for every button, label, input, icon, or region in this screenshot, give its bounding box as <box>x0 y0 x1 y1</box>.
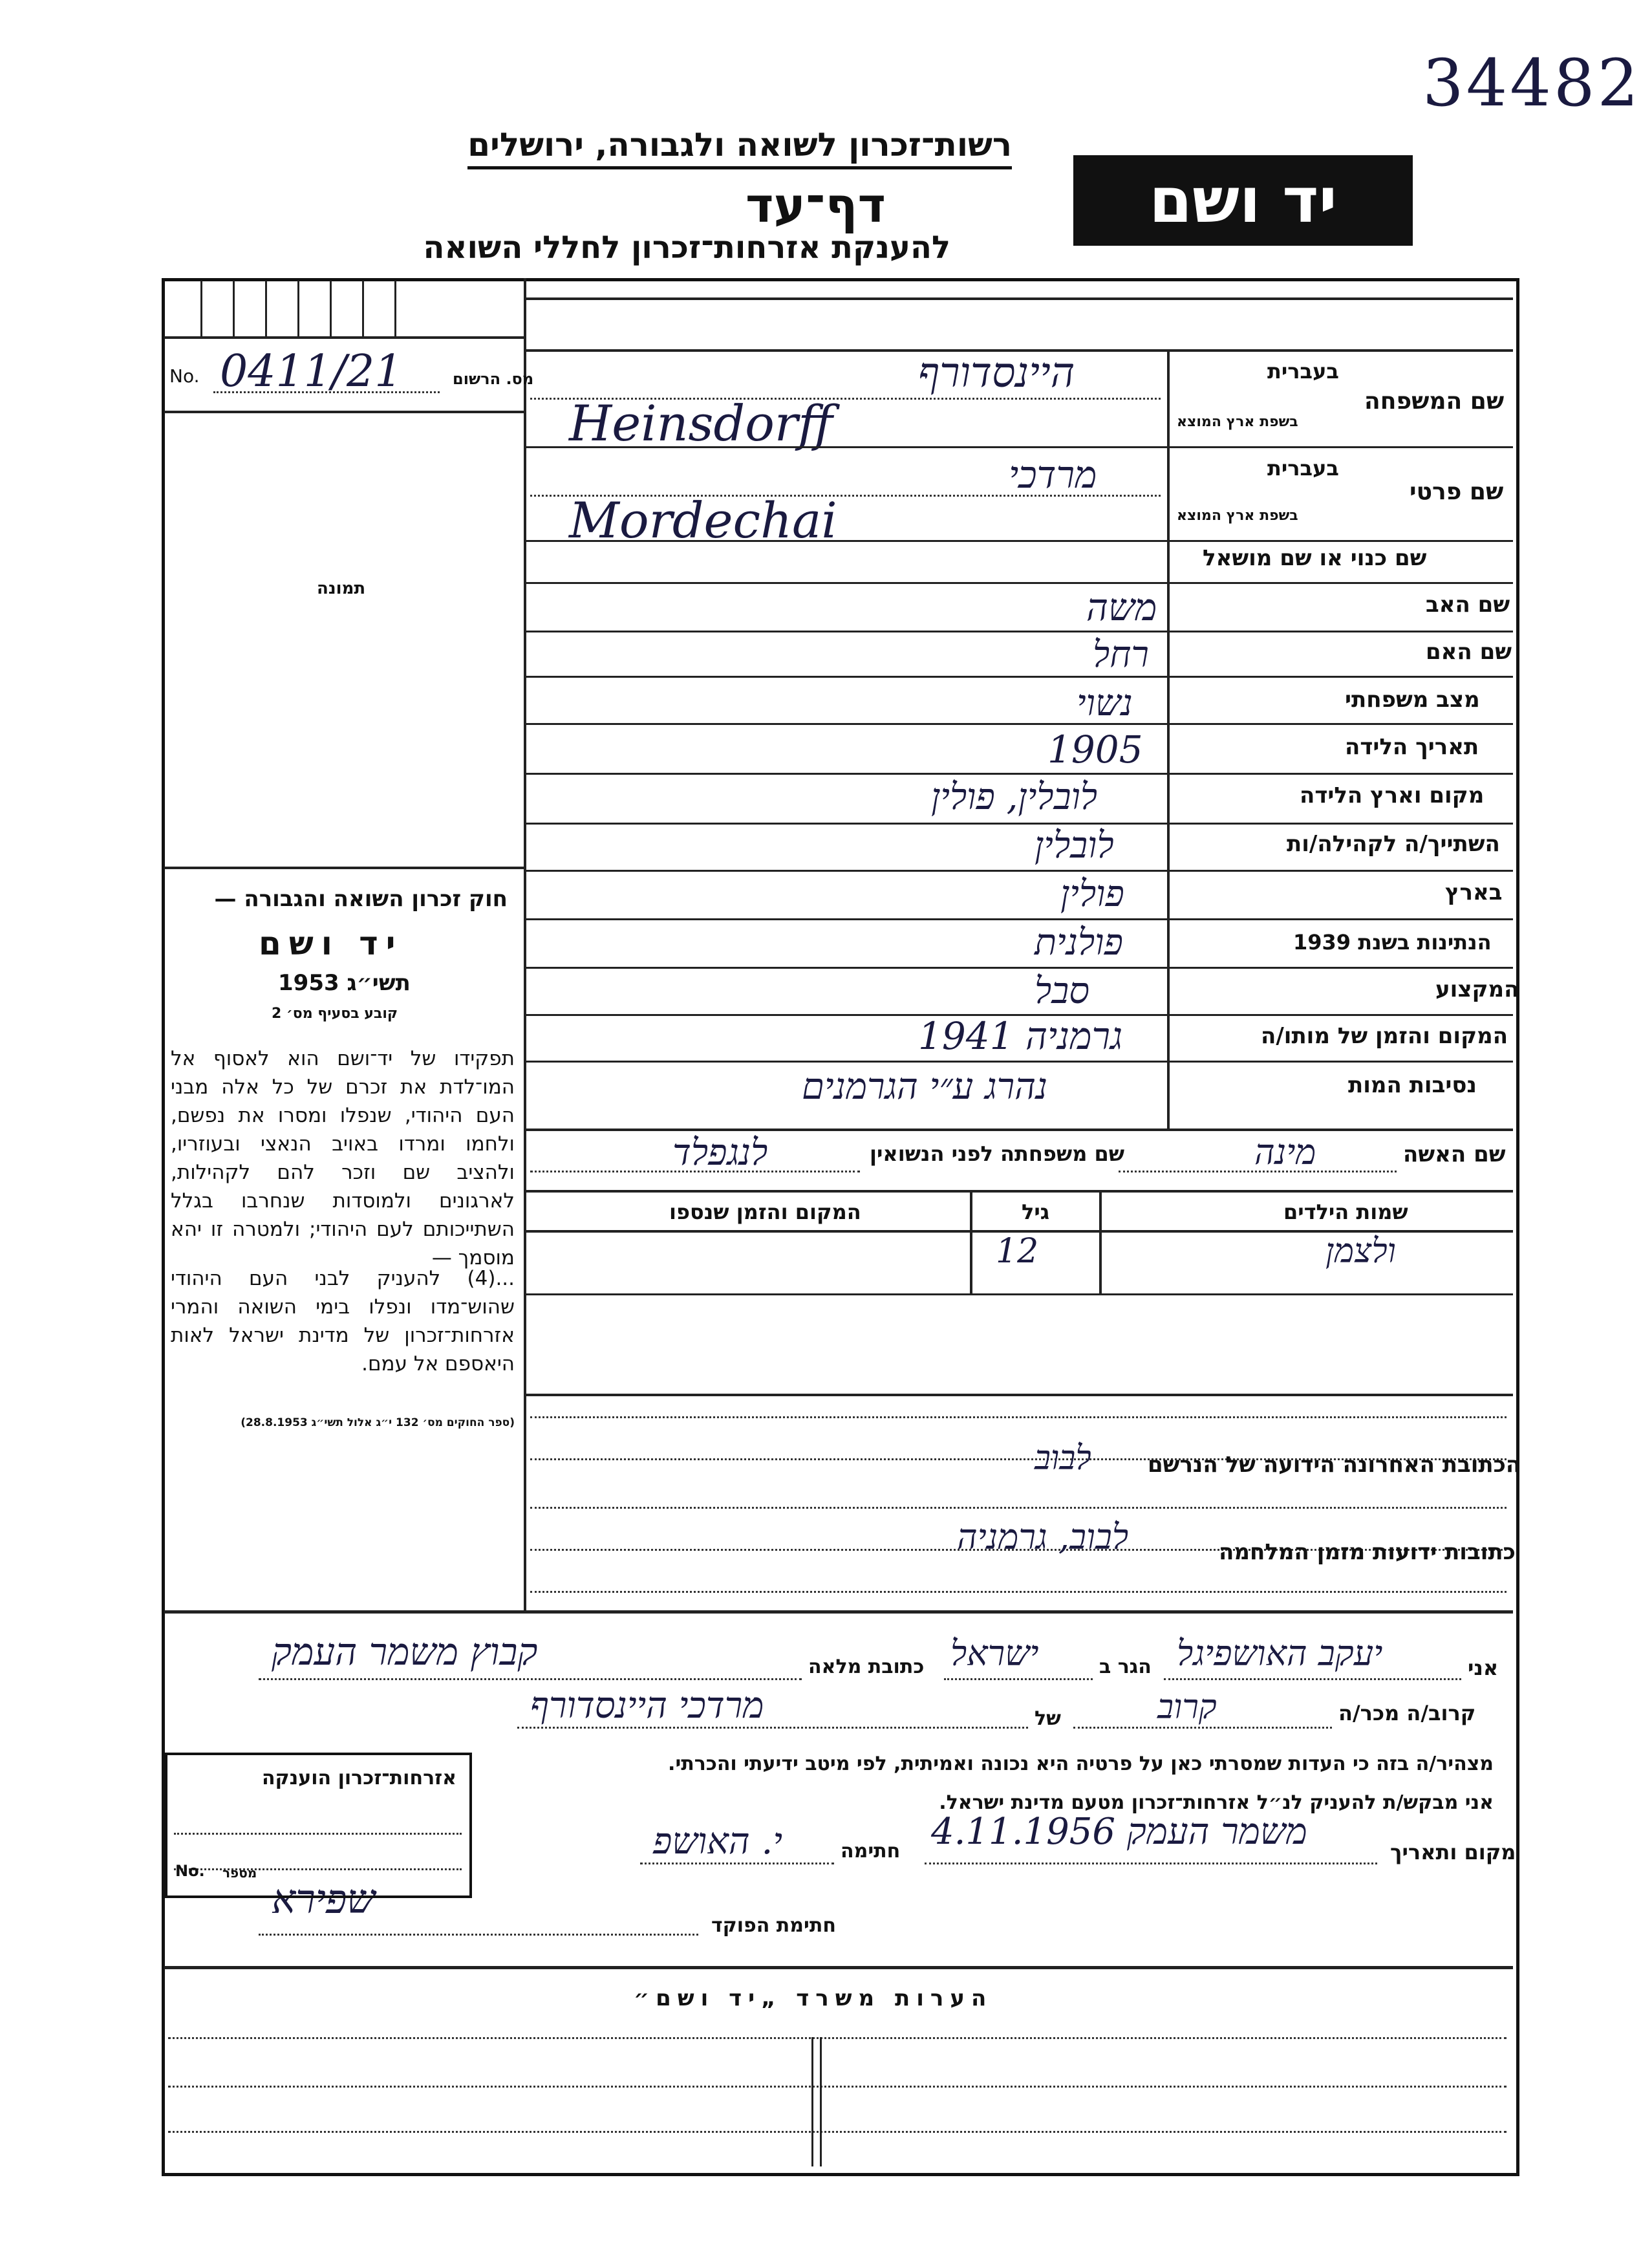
signature-label: חתימה <box>841 1840 901 1863</box>
form-title: דף־עד <box>745 178 886 233</box>
death-label: המקום והזמן של מותו/ה <box>1261 1023 1508 1049</box>
birth-place-label: מקום וארץ הלידה <box>1300 783 1485 808</box>
residing-value: ישראל <box>950 1633 1039 1674</box>
family-name-hebrew-value: היינסדורף <box>918 349 1075 397</box>
marital-label: מצב משפחתי <box>1345 687 1480 713</box>
mother-label: שם האם <box>1426 639 1512 665</box>
label-column-divider <box>1167 349 1170 1129</box>
place-date-value: משמר העמק 4.11.1956 <box>931 1811 1307 1853</box>
child-name-value: ולצמן <box>1325 1232 1396 1271</box>
law-name: יד ושם <box>259 925 403 962</box>
last-address-label: הכתובת האחרונה הידועה של הנרשם <box>1148 1452 1521 1478</box>
registration-number: 0411/21 <box>220 346 403 397</box>
children-names-header: שמות הילדים <box>1283 1200 1408 1224</box>
declaration-i-label: אני <box>1468 1656 1499 1680</box>
residing-label: הגר ב <box>1099 1656 1152 1678</box>
signature-value: י. האושפ <box>653 1820 783 1863</box>
death-value: גרמניה 1941 <box>918 1014 1123 1058</box>
law-title: חוק זכרון השואה והגבורה — <box>214 886 508 912</box>
wife-label: שם האשה <box>1403 1141 1506 1167</box>
logo-text: יד ושם <box>1149 164 1337 237</box>
authority-line: רשות־זכרון לשואה ולגבורה, ירושלים <box>467 126 1012 169</box>
declaration-statement: מצהיר/ה בזה כי העדות שמסרתי כאן על פרטיה היא נכונה ואמיתית, לפי מיטב ידיעתי והכרתי. <box>668 1753 1494 1775</box>
citizenship-granted-box <box>165 1753 472 1898</box>
family-name-label: שם המשפחה <box>1364 388 1505 415</box>
citizenship-granted-title: אזרחות־זכרון הוענקה <box>261 1767 456 1789</box>
law-para-1: תפקידו של יד־ושם הוא לאסוף אל המו־לדת את זכרם של כל אלה מבני העם היהודי, שנפלו ומסרו את נפשם, ולחמו ומרדו באויב הנאצי ובעוזריו, ולהציב שם וזכר להם לקהילות, לארגונים ולמוסדות שנחרבו בגלל השתייכותם לעם היהודי; ולמטרה זו יהא מוסמך — <box>171 1047 515 1269</box>
archive-number: 34482 <box>1422 45 1641 121</box>
last-address-value: לבוב <box>1035 1439 1091 1478</box>
registration-label: מס. הרשום <box>453 370 534 388</box>
first-name-latin-value: Mordechai <box>569 491 837 549</box>
maiden-name-value: לנגפלד <box>672 1132 768 1174</box>
nickname-label: שם כנוי או שם מושאל <box>1203 545 1427 571</box>
registration-no-label: No. <box>169 365 200 387</box>
first-name-hebrew-value: מרדכי <box>1009 453 1097 497</box>
war-addresses-value: לבוב, גרמניה <box>957 1517 1129 1557</box>
children-place-header: המקום והזמן שנספו <box>669 1200 861 1224</box>
children-age-header: גיל <box>1022 1200 1050 1224</box>
wife-value: מינה <box>1254 1132 1316 1172</box>
mother-value: רחל <box>1093 634 1149 676</box>
birth-date-label: תאריך הלידה <box>1345 734 1479 760</box>
form-subtitle: להענקת אזרחות־זכרון לחללי השואה <box>423 230 950 266</box>
relation-value: קרוב <box>1157 1688 1217 1727</box>
family-name-origin-label: בשפת ארץ המוצא <box>1177 414 1298 430</box>
place-date-label: מקום ותאריך <box>1390 1840 1516 1864</box>
law-clause: קובע בסעיף מס׳ 2 <box>272 1006 398 1022</box>
country-label: בארץ <box>1445 880 1503 905</box>
birth-date-value: 1905 <box>1047 728 1143 772</box>
circumstances-value: נהרג ע״י הגרמנים <box>802 1066 1048 1108</box>
citizenship-value: פולנית <box>1035 922 1123 964</box>
law-para-2: ...(4) להעניק לבני העם היהודי שהוש־מדו ונפלו בימי השואה והמרי אזרחות־זכרון של מדינת ישראל לאות היאספם אל עמם. <box>171 1267 515 1376</box>
child-age-value: 12 <box>996 1232 1039 1271</box>
law-year: תשי״ג 1953 <box>278 970 411 996</box>
community-label: השתייך/ה לקהילה/ות <box>1287 831 1500 857</box>
war-addresses-label: כתובות ידועות מזמן המלחמה <box>1219 1539 1516 1565</box>
father-value: משה <box>1086 585 1157 629</box>
full-address-label: כתובת מלאה <box>808 1656 925 1678</box>
declarant-name: יעקב האושפיגל <box>1177 1633 1383 1674</box>
first-name-label: שם פרטי <box>1410 479 1504 505</box>
full-address-value: קבוץ משמר העמק <box>272 1630 538 1674</box>
birth-place-value: לובלין, פולין <box>931 776 1098 818</box>
citizenship-no-label: No. <box>175 1862 205 1880</box>
of-value: מרדכי היינסדורף <box>530 1685 764 1727</box>
notes-title: הערות משרד „יד ושם״ <box>634 1985 993 2011</box>
circumstances-label: נסיבות המות <box>1348 1072 1477 1098</box>
first-name-hebrew-label: בעברית <box>1267 456 1339 481</box>
law-source: (ספר החוקים מס׳ 132 י״ג אלול תשי״ג 28.8.1953) <box>241 1416 515 1429</box>
relation-label: קרוב/ה מכר/ה <box>1338 1701 1476 1725</box>
officer-signature-value: שפירא <box>272 1875 376 1923</box>
first-name-origin-label: בשפת ארץ המוצא <box>1177 508 1298 524</box>
profession-value: סבל <box>1035 970 1090 1012</box>
officer-signature-label: חתימת הפוקד <box>711 1914 836 1937</box>
citizenship-label: הנתינות בשנת 1939 <box>1293 930 1492 955</box>
of-label: של <box>1035 1707 1061 1730</box>
photo-label: תמונה <box>317 579 366 598</box>
maiden-name-label: שם משפחתה לפני הנשואין <box>870 1141 1125 1166</box>
declaration-request: אני מבקש/ת להעניק לנ״ל אזרחות־זכרון מטעם מדינת ישראל. <box>939 1791 1494 1814</box>
profession-label: המקצוע <box>1435 977 1519 1002</box>
country-value: פולין <box>1060 873 1124 915</box>
marital-value: נשוי <box>1077 682 1133 724</box>
yad-vashem-logo <box>1073 155 1413 246</box>
citizenship-number-label: מספר <box>222 1865 257 1881</box>
community-value: לובלין <box>1035 825 1114 867</box>
family-name-hebrew-label: בעברית <box>1267 359 1339 383</box>
family-name-latin-value: Heinsdorff <box>569 394 833 452</box>
father-label: שם האב <box>1426 592 1510 618</box>
left-column-divider <box>524 278 526 1610</box>
